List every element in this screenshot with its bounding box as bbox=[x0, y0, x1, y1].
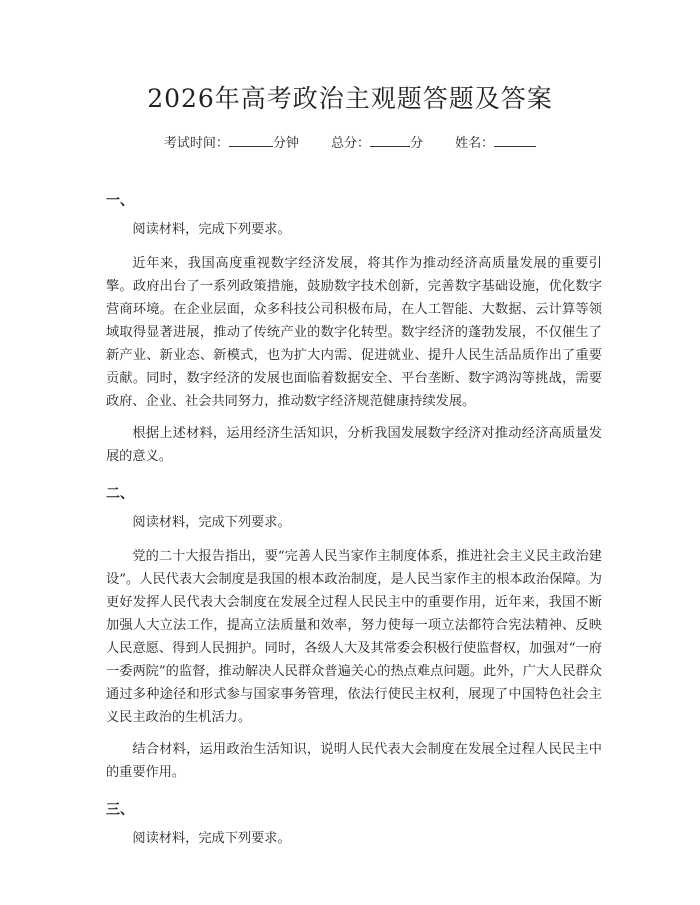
exam-info-line bbox=[0, 132, 700, 153]
section-question: 结合材料，运用政治生活知识，说明人民代表大会制度在发展全过程人民民主中的重要作用。 bbox=[106, 742, 602, 780]
question-section-2 bbox=[106, 477, 602, 784]
total-score bbox=[331, 132, 423, 153]
total-score-label: 总分： bbox=[330, 136, 370, 151]
section-material: 近年来，我国高度重视数字经济发展，将其作为推动经济高质量发展的重要引擎。政府出台了一系列政策措施，鼓励数字技术创新，完善数字基础设施，优化数字营商环境。在企业层面，众多科技公司积极布局，在人工智能、大数据、云计算等领域取得显著进展，推动了传统产业的数字化转型。数字经济的蓬勃发展，不仅催生了新产业、新业态、新模式，也为扩大内需、促进就业、提升人民生活品质作出了重要贡献。同时，数字经济的发展也面临着数据安全、平台垄断、数字鸿沟等挑战，需要政府、企业、社会共同努力，推动数字经济规范健康持续发展。 bbox=[106, 256, 602, 409]
section-instruction: 阅读材料，完成下列要求。 bbox=[132, 222, 291, 237]
section-instruction: 阅读材料，完成下列要求。 bbox=[132, 831, 291, 846]
exam-time bbox=[164, 132, 299, 153]
section-heading: 一、 bbox=[106, 193, 134, 209]
exam-time-blank bbox=[229, 132, 273, 147]
section-question: 根据上述材料，运用经济生活知识，分析我国发展数字经济对推动经济高质量发展的意义。 bbox=[106, 426, 602, 464]
document-title: 2026年高考政治主观题答题及答案 bbox=[147, 84, 553, 113]
section-material: 党的二十大报告指出，要“完善人民当家作主制度体系，推进社会主义民主政治建设”。人民代表大会制度是我国的根本政治制度，是人民当家作主的根本政治保障。为更好发挥人民代表大会制度在发展全过程人民民主中的重要作用，近年来，我国不断加强人大立法工作，提高立法质量和效率，努力使每一项立法都符合宪法精神、反映人民意愿、得到人民拥护。同时，各级人大及其常委会积极行使监督权，加强对“一府一委两院”的监督，推动解决人民群众普遍关心的热点难点问题。此外，广大人民群众通过多种途径和形式参与国家事务管理，依法行使民主权利，展现了中国特色社会主义民主政治的生机活力。 bbox=[106, 549, 602, 725]
question-section-1 bbox=[106, 184, 602, 468]
student-name-label: 姓名： bbox=[455, 136, 495, 151]
document-body bbox=[106, 184, 602, 861]
total-score-unit: 分 bbox=[410, 136, 424, 151]
section-heading: 三、 bbox=[106, 802, 134, 818]
total-score-blank bbox=[370, 132, 410, 147]
exam-time-label: 考试时间： bbox=[163, 136, 229, 151]
section-instruction: 阅读材料，完成下列要求。 bbox=[132, 515, 291, 530]
section-heading: 二、 bbox=[106, 486, 134, 502]
student-name bbox=[455, 132, 536, 153]
exam-time-unit: 分钟 bbox=[272, 136, 299, 151]
question-section-3 bbox=[106, 793, 602, 850]
student-name-blank bbox=[494, 132, 536, 147]
